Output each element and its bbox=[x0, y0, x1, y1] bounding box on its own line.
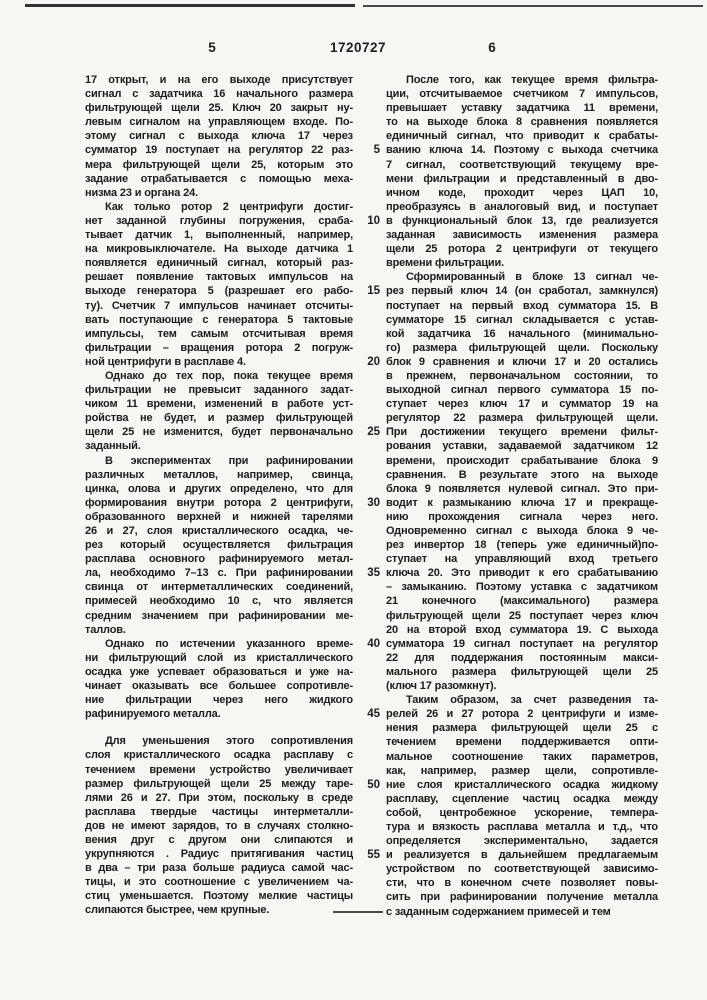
text-line: блок 9 сравнения и ключи 17 и 20 остались 20 bbox=[386, 355, 658, 369]
text-line: на микровыключателе. На выходе датчика 1 bbox=[85, 243, 353, 256]
text-line: ние слоя кристаллического осадка жидкому 50 bbox=[386, 778, 658, 792]
text-line: фильтрующей щели 25. Ключ 20 закрыт ну- bbox=[85, 102, 353, 115]
text-line: и реализуется в дальнейшем предлагаемым 55 bbox=[386, 848, 658, 862]
text-line: ступает на управляющий вход третьего bbox=[386, 553, 658, 566]
text-line: чиком 11 времени, изменений в работе уст- bbox=[85, 398, 353, 411]
gutter-divider-line bbox=[333, 911, 383, 913]
scan-edge-line bbox=[25, 4, 355, 7]
text-line: 7 сигнал, соответствующий текущему вре- bbox=[386, 158, 658, 171]
text-line: задание отрабатывается с помощью меха- bbox=[85, 172, 353, 185]
text-line: укрупняются . Радиус притягивания частиц bbox=[85, 848, 353, 861]
page-header bbox=[0, 40, 707, 56]
scan-edge-line bbox=[363, 5, 703, 7]
text-line: примесей необходимо 10 с, что является bbox=[85, 595, 353, 608]
patent-number: 1720727 bbox=[329, 40, 387, 55]
text-line: осадка уже успевает образоваться и уже на- bbox=[85, 665, 353, 678]
paragraph bbox=[85, 369, 353, 454]
text-line: в прежнем, первоначальном состоянии, то bbox=[386, 369, 658, 382]
text-line: мера фильтрующей щели 25, которым это bbox=[85, 158, 353, 171]
text-line: ни фильтрующий слой из кристаллического bbox=[85, 651, 353, 664]
text-line: размер фильтрующей щели 25 между таре- bbox=[85, 777, 353, 790]
text-line: вать поступающие с генератора 5 тактовые bbox=[85, 313, 353, 326]
text-line: заданный. bbox=[85, 440, 141, 453]
text-line: рез который осуществляется фильтрация bbox=[85, 539, 353, 552]
text-line: После того, как текущее время фильтра- bbox=[406, 74, 658, 86]
paragraph bbox=[85, 734, 353, 917]
right-text-column bbox=[367, 73, 658, 919]
paragraph bbox=[85, 454, 353, 637]
text-line: рования уставки, задаваемой задатчиком 12 bbox=[386, 440, 658, 453]
text-line: мальное соотношение таких параметров, bbox=[386, 750, 658, 763]
left-text-column bbox=[85, 73, 353, 918]
text-line: ние фильтрации через него жидкого bbox=[85, 694, 353, 707]
text-line: расплаву, сцепление частиц осадка между bbox=[386, 792, 658, 805]
text-line: сумматора 19 сигнал поступает на регулятор 40 bbox=[386, 637, 658, 651]
text-line: стиц уменьшается. Поэтому мелкие частицы bbox=[85, 890, 353, 903]
text-line: слоя кристаллического осадка расплаву с bbox=[85, 749, 353, 762]
text-line: сравнения. В результате этого на выходе bbox=[386, 468, 658, 481]
text-line: В экспериментах при рафинировании bbox=[105, 454, 353, 467]
text-line: Однако по истечении указанного време- bbox=[105, 637, 353, 650]
text-line: в функциональный блок 13, где реализуется 10 bbox=[386, 214, 658, 228]
text-line: с заданным содержанием примесей и тем bbox=[386, 905, 611, 918]
text-line: левым сигналом на управляющем входе. По- bbox=[85, 116, 353, 129]
paragraph bbox=[367, 693, 658, 919]
text-line: релей 26 и 27 ротора 2 центрифуги и изме- 45 bbox=[386, 707, 658, 721]
text-line: ной центрифуги в расплаве 4. bbox=[85, 355, 246, 368]
text-line: ции, отсчитываемое счетчиком 7 импульсов, bbox=[386, 88, 658, 101]
text-line: рафинируемого металла. bbox=[85, 708, 221, 721]
text-line: сигнал с задатчика 16 начального размера bbox=[85, 88, 353, 101]
gutter-line-number: 25 bbox=[367, 426, 380, 439]
text-line: сти, что в конечном счете позволяет повы- bbox=[386, 877, 658, 890]
text-line: го) размера фильтрующей щели. Поскольку bbox=[386, 341, 658, 354]
text-line: тицы, и это соотношение с увеличением ча- bbox=[85, 876, 353, 889]
text-line: дов не имеют зарядов, то в случаях столкно- bbox=[85, 819, 353, 832]
text-line: кой задатчика 16 начального (минимально- bbox=[386, 327, 658, 340]
right-column-page-number: 6 bbox=[488, 40, 496, 55]
text-line: средним значением при рафинировании ме- bbox=[85, 609, 353, 622]
paragraph bbox=[367, 73, 658, 270]
text-line: сумматор 19 поступает на регулятор 22 раз- bbox=[85, 144, 353, 157]
paragraph bbox=[85, 200, 353, 369]
text-line: времени, происходит срабатывание блока 9 bbox=[386, 454, 658, 467]
text-line: При достижении текущего времени фильт- 25 bbox=[386, 425, 658, 439]
gutter-line-number: 15 bbox=[367, 285, 380, 298]
text-line: щели 25 ротора 2 центрифуги от текущего bbox=[386, 243, 658, 256]
text-line: образованного верхней и нижней тарелями bbox=[85, 510, 353, 523]
text-line: чинает оказывать все большее сопротивле- bbox=[85, 680, 353, 693]
gutter-line-number: 40 bbox=[367, 637, 380, 650]
text-line: ройства не будет, и размер фильтрующей bbox=[85, 412, 353, 425]
text-line: собой, центробежное ускорение, темпера- bbox=[386, 806, 658, 819]
text-line: тура и вязкость расплава металла и т.д., что bbox=[386, 820, 658, 833]
paragraph bbox=[85, 73, 353, 200]
gutter-line-number: 30 bbox=[367, 496, 380, 509]
text-line: блока 9 появляется нулевой сигнал. Это при- bbox=[386, 482, 658, 495]
text-line: мального размера фильтрующей щели 25 bbox=[386, 665, 658, 678]
text-line: преобразуясь в аналоговый вид, и поступает bbox=[386, 200, 658, 213]
text-line: 20 на второй вход сумматора 19. С выхода bbox=[386, 623, 658, 636]
text-line: ту). Счетчик 7 импульсов начинает отсчиты- bbox=[85, 299, 353, 312]
text-line: вения друг с другом они слипаются и bbox=[85, 833, 353, 846]
text-line: Однако до тех пор, пока текущее время bbox=[105, 369, 353, 382]
text-line: расплава твердые частицы интерметалли- bbox=[85, 805, 353, 818]
gutter-line-number: 55 bbox=[367, 849, 380, 862]
text-line: таллов. bbox=[85, 623, 126, 636]
text-line: водит к размыканию ключа 17 и прекраще- 30 bbox=[386, 496, 658, 510]
text-line: выходной сигнал первого сумматора 15 по- bbox=[386, 384, 658, 397]
text-line: устройством по соответствующей зависимо- bbox=[386, 863, 658, 876]
text-line: рез инвертор 18 (теперь уже единичный)по- bbox=[386, 539, 658, 552]
text-line: тывает датчик 1, выполненный, например, bbox=[85, 229, 353, 242]
text-line: нию прохождения сигнала через него. bbox=[386, 510, 658, 523]
text-line: заданная зависимость изменения размера bbox=[386, 229, 658, 242]
text-line: решает появление тактовых импульсов на bbox=[85, 271, 353, 284]
text-line: нения размера фильтрующей щели 25 с bbox=[386, 722, 658, 735]
text-line: сумматоре 15 сигнал складывается с устав- bbox=[386, 313, 658, 326]
text-line: рез первый ключ 14 (он сработал, замкнулся) 15 bbox=[386, 284, 658, 298]
text-line: (ключ 17 разомкнут). bbox=[386, 680, 497, 693]
text-line: времени фильтрации. bbox=[386, 257, 505, 270]
gutter-line-number: 50 bbox=[367, 778, 380, 791]
text-line: слипаются быстрее, чем крупные. bbox=[85, 904, 270, 917]
text-line: ичном коде, проходит через ЦАП 10, bbox=[386, 186, 658, 199]
text-line: в два – три раза больше радиуса самой час- bbox=[85, 862, 353, 875]
text-line: течением времени поддерживается опти- bbox=[386, 736, 658, 749]
text-line: этому сигнал с выхода ключа 17 через bbox=[85, 130, 353, 143]
text-line: формирования внутри ротора 2 центрифуги, bbox=[85, 496, 353, 509]
text-line: свинца от интерметаллических соединений, bbox=[85, 581, 353, 594]
text-line: как, например, размер щели, сопротивле- bbox=[386, 764, 658, 777]
paragraph bbox=[85, 637, 353, 722]
gutter-line-number: 5 bbox=[373, 144, 380, 157]
text-line: мени фильтрации и представленный в дво- bbox=[386, 172, 658, 185]
gutter-line-number: 35 bbox=[367, 567, 380, 580]
text-line: 22 для поддержания постоянным макси- bbox=[386, 651, 658, 664]
text-line: фильтрующей щели 25 поступает через ключ bbox=[386, 609, 658, 622]
text-line: ла, необходимо 7–13 с. При рафинировании bbox=[85, 567, 353, 580]
text-line: ванию ключа 14. Поэтому с выхода счетчика 5 bbox=[386, 143, 658, 157]
text-line: фильтрации не превысит заданного задат- bbox=[85, 384, 353, 397]
left-column-page-number: 5 bbox=[208, 40, 216, 55]
text-line: импульсы, тем самым отсчитывая время bbox=[85, 327, 353, 340]
text-line: низма 23 и органа 24. bbox=[85, 186, 198, 199]
text-line: появляется единичный сигнал, который раз- bbox=[85, 257, 353, 270]
gutter-line-number: 45 bbox=[367, 708, 380, 721]
text-line: течением времени устройство увеличивает bbox=[85, 763, 353, 776]
text-line: 17 открыт, и на его выходе присутствует bbox=[85, 74, 353, 86]
paragraph bbox=[367, 270, 658, 693]
text-line: регулятор 22 размера фильтрующей щели. bbox=[386, 412, 658, 425]
text-line: 26 и 27, слоя кристаллического осадка, че- bbox=[85, 525, 353, 537]
text-line: щели 25 не изменится, будет первоначально bbox=[85, 426, 353, 439]
text-line: Таким образом, за счет разведения та- bbox=[406, 694, 658, 707]
gutter-line-number: 20 bbox=[367, 355, 380, 368]
text-line: единичный сигнал, что приводит к срабаты- bbox=[386, 130, 658, 143]
text-line: Сформированный в блоке 13 сигнал че- bbox=[406, 271, 658, 284]
text-line: то на выходе блока 8 сравнения появляется bbox=[386, 116, 658, 129]
text-line: ключа 20. Это приводит к его срабатыванию 35 bbox=[386, 566, 658, 580]
text-line: цинка, олова и других определено, что для bbox=[85, 482, 353, 495]
text-line: расплава основного рафинируемого метал- bbox=[85, 553, 353, 566]
text-line: 21 конечного (максимального) размера bbox=[386, 595, 658, 608]
text-line: Как только ротор 2 центрифуги достиг- bbox=[105, 200, 353, 213]
text-line: нет заданной глубины погружения, сраба- bbox=[85, 214, 353, 227]
text-line: фильтрации – вращения ротора 2 погруж- bbox=[85, 341, 353, 354]
text-line: поступает на первый вход сумматора 15. В bbox=[386, 299, 658, 312]
text-line: – замыканию. Поэтому уставка с задатчиком bbox=[386, 581, 658, 594]
text-line: лями 26 и 27. При этом, поскольку в среде bbox=[85, 791, 353, 804]
text-line: ступает через ключ 17 и сумматор 19 на bbox=[386, 398, 658, 411]
text-line: Для уменьшения этого сопротивления bbox=[105, 735, 353, 748]
gutter-line-number: 10 bbox=[367, 214, 380, 227]
text-line: определяется экспериментально, задается bbox=[386, 835, 658, 848]
text-line: различных металлов, например, свинца, bbox=[85, 468, 353, 481]
text-line: сить при рафинировании получение металла bbox=[386, 891, 658, 904]
text-line: выходе генератора 5 (разрешает его рабо- bbox=[85, 285, 353, 298]
text-line: Одновременно сигнал с выхода блока 9 че- bbox=[386, 525, 658, 537]
text-line: превышает уставку задатчика 11 времени, bbox=[386, 102, 658, 115]
